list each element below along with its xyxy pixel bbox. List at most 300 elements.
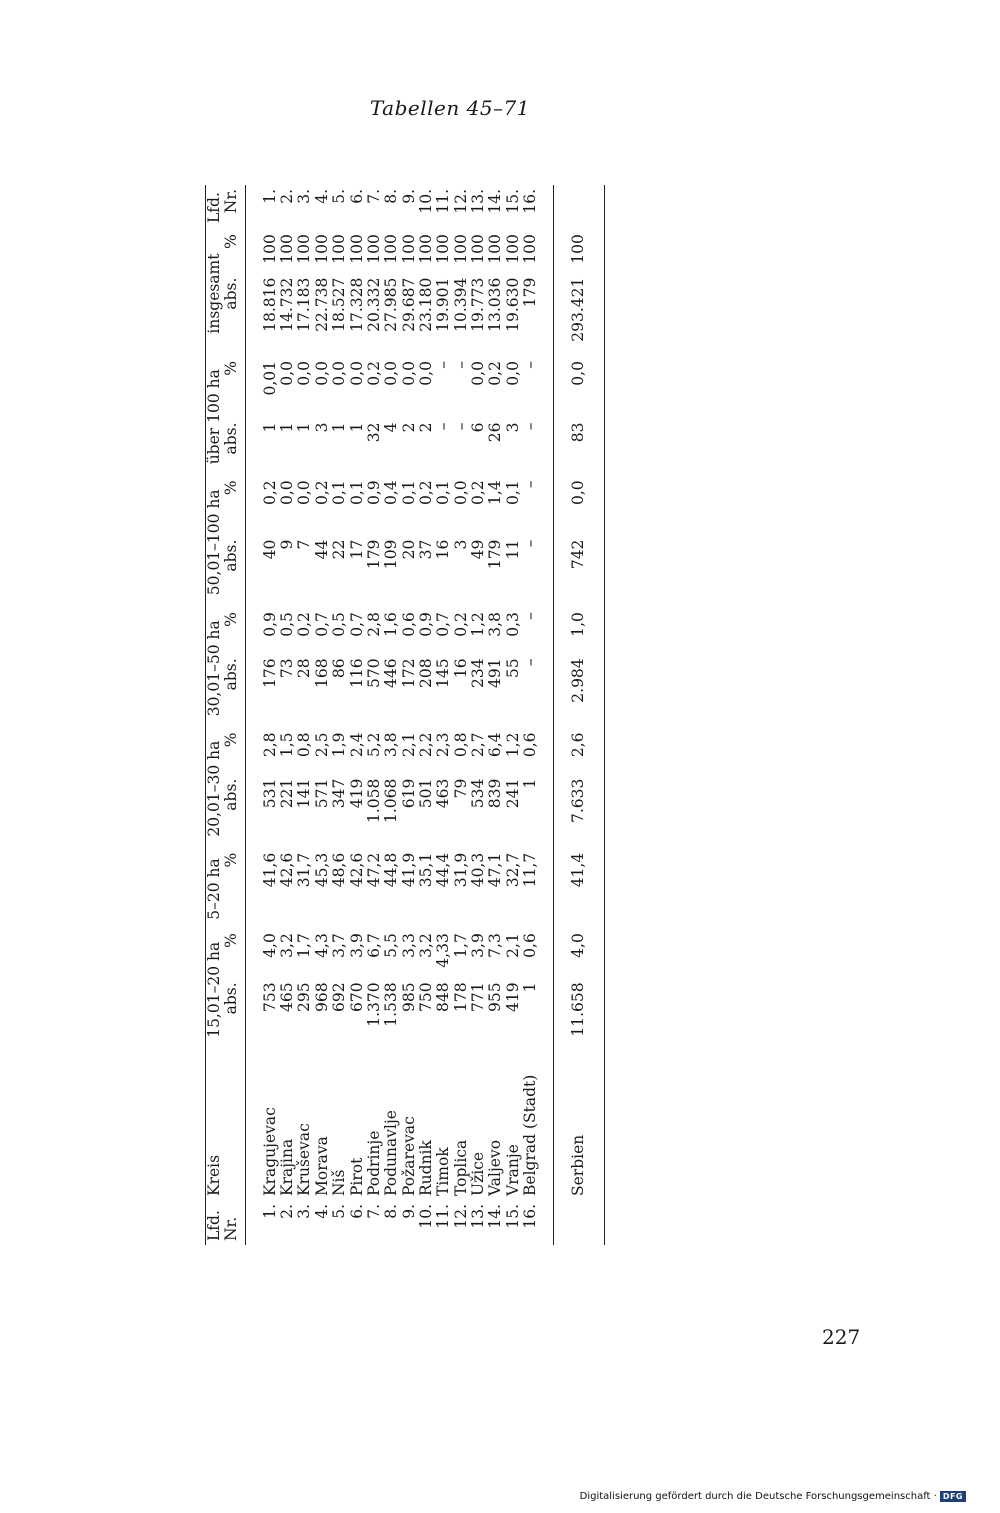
table-row (245, 185, 279, 1245)
total-a1: 11.658 (554, 978, 604, 1050)
cell-p2: 42,6 (347, 852, 366, 888)
sub-header-pct: % (223, 929, 245, 978)
cell-a1: 295 (295, 982, 314, 1012)
sub-header-abs: abs. (223, 654, 245, 728)
cell-nr: 14. (486, 1204, 505, 1229)
cell-a5: 7 (295, 539, 314, 550)
cell-a4: 446 (382, 658, 401, 688)
sub-header-pct: % (223, 476, 245, 535)
header-15-20ha: 15,01–20 ha (206, 929, 224, 1050)
header-insgesamt: insgesamt (206, 230, 224, 357)
cell-p5: 0,1 (434, 480, 453, 506)
cell-p3: 2,1 (399, 732, 418, 758)
cell-a3: 463 (434, 778, 453, 809)
cell-a6: 1 (347, 422, 366, 433)
cell-p3: 2,5 (312, 732, 331, 758)
cell-nr: 2. (278, 1204, 297, 1219)
cell-nr2: 2. (278, 189, 297, 204)
cell-p5: 0,1 (347, 480, 366, 506)
cell-p5: – (521, 480, 540, 489)
cell-p3: 2,3 (434, 732, 453, 758)
cell-nr2: 1. (260, 189, 279, 204)
cell-p1: 4,3 (312, 933, 331, 958)
cell-p3: 0,6 (521, 732, 540, 758)
header-5-20ha: 5–20 ha (206, 849, 224, 929)
cell-p6: 0,0 (347, 361, 366, 386)
page-number: 227 (822, 1325, 861, 1349)
cell-p5: 0,2 (260, 480, 279, 506)
sub-header-pct: % (223, 728, 245, 774)
header-kreis: Kreis (206, 1050, 224, 1200)
table-row (314, 185, 331, 1245)
header-30-50ha: 30,01–50 ha (206, 608, 224, 728)
cell-a7: 19.630 (503, 277, 522, 332)
cell-a5: 40 (260, 539, 279, 560)
cell-nr: 13. (469, 1204, 488, 1229)
cell-nr: 16. (521, 1204, 540, 1229)
cell-p6: 0,2 (486, 361, 505, 386)
sub-header-pct: % (223, 230, 245, 274)
cell-a6: 1 (330, 422, 349, 433)
header-50-100ha: 50,01–100 ha (206, 476, 224, 608)
cell-a5: 49 (469, 539, 488, 560)
total-a6: 83 (554, 419, 604, 477)
cell-nr2: 5. (330, 189, 349, 204)
cell-nr2: 16. (521, 189, 540, 214)
cell-p3: 2,7 (469, 732, 488, 758)
cell-p7: 100 (364, 234, 383, 264)
cell-p3: 2,8 (260, 732, 279, 758)
cell-p1: 1,7 (295, 933, 314, 958)
cell-a6: 2 (416, 422, 435, 433)
cell-a4: 73 (278, 658, 297, 679)
cell-p4: 0,5 (278, 612, 297, 637)
cell-p1: 2,1 (503, 933, 522, 958)
sub-header-row (223, 185, 245, 1245)
cell-nr: 8. (382, 1204, 401, 1219)
total-a7: 293.421 (554, 274, 604, 357)
total-p3: 2,6 (554, 728, 604, 774)
cell-a3: 419 (347, 778, 366, 809)
cell-p7: 100 (312, 234, 331, 264)
cell-kreis: Valjevo (486, 1139, 505, 1196)
cell-a7: 27.985 (382, 277, 401, 332)
cell-p2: 40,3 (469, 852, 488, 888)
cell-nr2: 15. (503, 189, 522, 214)
cell-p4: 0,9 (260, 612, 279, 637)
cell-p3: 0,8 (295, 732, 314, 758)
cell-a1: 1 (521, 982, 540, 993)
cell-nr2: 11. (434, 189, 453, 214)
cell-p5: 0,0 (451, 480, 470, 506)
cell-a1: 692 (330, 982, 349, 1012)
cell-kreis: Užice (469, 1151, 488, 1196)
cell-a7: 22.738 (312, 277, 331, 332)
table-row (453, 185, 470, 1245)
cell-nr2: 6. (347, 189, 366, 204)
cell-nr: 5. (330, 1204, 349, 1219)
cell-p1: 7,3 (486, 933, 505, 958)
cell-a6: – (434, 422, 453, 431)
cell-a7: 10.394 (451, 277, 470, 332)
cell-kreis: Niš (330, 1169, 349, 1196)
table-row (349, 185, 366, 1245)
cell-a3: 839 (486, 778, 505, 809)
cell-a3: 1.068 (382, 778, 401, 824)
cell-nr: 10. (416, 1204, 435, 1229)
table-row (487, 185, 504, 1245)
cell-p2: 47,2 (364, 852, 383, 888)
cell-a7: 19.773 (469, 277, 488, 332)
cell-p4: 1,2 (469, 612, 488, 637)
cell-p6: 0,0 (278, 361, 297, 386)
cell-a1: 985 (399, 982, 418, 1012)
cell-p2: 41,6 (260, 852, 279, 888)
cell-kreis: Kruševac (295, 1123, 314, 1196)
cell-nr2: 10. (416, 189, 435, 214)
cell-a7: 29.687 (399, 277, 418, 332)
cell-a3: 241 (503, 778, 522, 809)
cell-p7: 100 (382, 234, 401, 264)
cell-kreis: Toplica (451, 1139, 470, 1196)
sub-header-abs: abs. (223, 536, 245, 609)
cell-a6: 26 (486, 422, 505, 443)
cell-a4: 86 (330, 658, 349, 679)
table-row (418, 185, 435, 1245)
cell-a5: 22 (330, 539, 349, 560)
cell-p1: 3,7 (330, 933, 349, 958)
cell-p2: 47,1 (486, 852, 505, 888)
cell-a6: 3 (503, 422, 522, 433)
total-p1: 4,0 (554, 929, 604, 978)
cell-p4: 0,2 (295, 612, 314, 637)
cell-p3: 2,2 (416, 732, 435, 758)
cell-p4: 1,6 (382, 612, 401, 637)
cell-p2: 44,8 (382, 852, 401, 888)
cell-nr2: 3. (295, 189, 314, 204)
cell-a7: 18.816 (260, 277, 279, 332)
cell-p3: 0,8 (451, 732, 470, 758)
cell-p2: 31,7 (295, 852, 314, 888)
cell-p7: 100 (295, 234, 314, 264)
table-row (279, 185, 296, 1245)
cell-p6: 0,0 (416, 361, 435, 386)
cell-a4: 234 (469, 658, 488, 688)
cell-a6: 4 (382, 422, 401, 433)
data-table (205, 185, 605, 1245)
cell-p6: 0,2 (364, 361, 383, 386)
table-row (383, 185, 400, 1245)
group-header-row (206, 185, 224, 1245)
table-row (522, 185, 554, 1245)
cell-a5: 17 (347, 539, 366, 560)
cell-p5: 0,4 (382, 480, 401, 506)
cell-a7: 20.332 (364, 277, 383, 332)
cell-p4: 0,7 (347, 612, 366, 637)
cell-a5: 109 (382, 539, 401, 570)
cell-a1: 670 (347, 982, 366, 1012)
cell-p6: – (434, 361, 453, 369)
cell-p4: 0,7 (434, 612, 453, 637)
cell-a6: 32 (364, 422, 383, 443)
cell-a3: 531 (260, 778, 279, 809)
total-p6: 0,0 (554, 357, 604, 418)
total-p5: 0,0 (554, 476, 604, 535)
cell-p3: 1,9 (330, 732, 349, 758)
cell-nr: 7. (364, 1204, 383, 1219)
cell-a3: 534 (469, 778, 488, 809)
cell-a7: 23.180 (416, 277, 435, 332)
cell-p4: 0,3 (503, 612, 522, 637)
cell-kreis: Podrinje (364, 1130, 383, 1196)
cell-a5: 44 (312, 539, 331, 560)
cell-p6: 0,0 (399, 361, 418, 386)
total-a4: 2.984 (554, 654, 604, 728)
cell-a4: 28 (295, 658, 314, 679)
cell-a3: 571 (312, 778, 331, 809)
cell-a5: 11 (503, 539, 522, 560)
cell-a3: 1.058 (364, 778, 383, 824)
cell-a7: 13.036 (486, 277, 505, 332)
cell-p7: 100 (469, 234, 488, 264)
footer-text: Digitalisierung gefördert durch die Deutsche Forschungsgemeinschaft · (579, 1491, 937, 1502)
cell-a3: 619 (399, 778, 418, 809)
cell-a1: 750 (416, 982, 435, 1012)
cell-p7: 100 (347, 234, 366, 264)
sub-header-pct: % (223, 357, 245, 418)
cell-p2: 41,9 (399, 852, 418, 888)
cell-p4: 3,8 (486, 612, 505, 637)
cell-p6: 0,0 (382, 361, 401, 386)
cell-a3: 1 (521, 778, 540, 789)
cell-p3: 1,2 (503, 732, 522, 758)
header-20-30ha: 20,01–30 ha (206, 728, 224, 848)
sub-header-abs: abs. (223, 274, 245, 357)
cell-a5: 37 (416, 539, 435, 560)
cell-a1: 1.370 (364, 982, 383, 1027)
cell-a4: 55 (503, 658, 522, 679)
cell-a1: 771 (469, 982, 488, 1012)
sub-header-blank (223, 1050, 245, 1200)
cell-nr: 12. (451, 1204, 470, 1229)
cell-p3: 1,5 (278, 732, 297, 758)
cell-a6: 1 (278, 422, 297, 433)
cell-p2: 48,6 (330, 852, 349, 888)
cell-p4: 0,9 (416, 612, 435, 637)
total-p4: 1,0 (554, 608, 604, 654)
table-row (505, 185, 522, 1245)
cell-a5: 179 (486, 539, 505, 570)
table-row (366, 185, 383, 1245)
cell-nr: 3. (295, 1204, 314, 1219)
cell-nr2: 14. (486, 189, 505, 214)
cell-p1: 3,9 (347, 933, 366, 958)
cell-p5: 0,0 (295, 480, 314, 506)
cell-p5: 0,2 (416, 480, 435, 506)
cell-a1: 1.538 (382, 982, 401, 1027)
cell-a1: 848 (434, 982, 453, 1012)
cell-kreis: Krajina (278, 1138, 297, 1196)
total-kreis: Serbien (554, 1050, 604, 1200)
cell-a4: 172 (399, 658, 418, 688)
header-lfd: Lfd. (206, 1200, 224, 1245)
cell-p1: 3,2 (278, 933, 297, 958)
cell-a4: 116 (347, 658, 366, 688)
total-nr (554, 1200, 604, 1245)
cell-p6: – (451, 361, 470, 369)
cell-a4: 208 (416, 658, 435, 688)
cell-p1: 4,33 (434, 933, 453, 968)
cell-nr2: 9. (399, 189, 418, 204)
cell-nr: 15. (503, 1204, 522, 1229)
cell-a4: 16 (451, 658, 470, 679)
cell-a5: 9 (278, 539, 297, 550)
cell-a3: 141 (295, 778, 314, 809)
total-nr-right (554, 185, 604, 230)
cell-p7: 100 (399, 234, 418, 264)
cell-a3: 79 (451, 778, 470, 799)
sub-header-abs: abs. (223, 978, 245, 1050)
cell-p2: 42,6 (278, 852, 297, 888)
cell-p5: 0,2 (469, 480, 488, 506)
cell-a6: 1 (260, 422, 279, 433)
cell-kreis: Timok (434, 1147, 453, 1196)
cell-p3: 6,4 (486, 732, 505, 758)
cell-a4: 570 (364, 658, 383, 688)
cell-a3: 347 (330, 778, 349, 809)
cell-p6: – (521, 361, 540, 369)
cell-p3: 2,4 (347, 732, 366, 758)
cell-kreis: Vranje (503, 1144, 522, 1196)
cell-nr: 11. (434, 1204, 453, 1229)
sub-header-abs: abs. (223, 419, 245, 477)
sub-header-pct: % (223, 849, 245, 929)
cell-kreis: Belgrad (Stadt) (521, 1074, 540, 1196)
cell-nr2: 8. (382, 189, 401, 204)
cell-p4: 0,5 (330, 612, 349, 637)
rotated-table-container (205, 185, 735, 1245)
cell-a7: 18.527 (330, 277, 349, 332)
cell-p5: 0,2 (312, 480, 331, 506)
cell-p5: 0,1 (399, 480, 418, 506)
table-row (435, 185, 452, 1245)
cell-a7: 179 (521, 277, 540, 308)
cell-a7: 17.328 (347, 277, 366, 332)
cell-p6: 0,0 (503, 361, 522, 386)
cell-p7: 100 (434, 234, 453, 264)
cell-p1: 4,0 (260, 933, 279, 958)
total-p2: 41,4 (554, 849, 604, 929)
cell-a1: 178 (451, 982, 470, 1012)
cell-a1: 955 (486, 982, 505, 1012)
cell-p4: 0,2 (451, 612, 470, 637)
cell-p7: 100 (260, 234, 279, 264)
cell-p2: 11,7 (521, 852, 540, 888)
cell-kreis: Požarevac (399, 1116, 418, 1196)
cell-p1: 1,7 (451, 933, 470, 958)
total-p7: 100 (554, 230, 604, 274)
cell-p3: 3,8 (382, 732, 401, 758)
cell-p2: 31,9 (451, 852, 470, 888)
cell-kreis: Pirot (347, 1157, 366, 1196)
cell-p1: 6,7 (364, 933, 383, 958)
cell-p1: 3,9 (469, 933, 488, 958)
cell-p7: 100 (330, 234, 349, 264)
cell-p2: 44,4 (434, 852, 453, 888)
cell-p4: 0,7 (312, 612, 331, 637)
dfg-logo: DFG (940, 1491, 966, 1502)
cell-p5: 0,0 (278, 480, 297, 506)
sub-header-nr: Nr. (223, 1200, 245, 1245)
cell-a5: 20 (399, 539, 418, 560)
cell-a6: 1 (295, 422, 314, 433)
cell-p6: 0,0 (295, 361, 314, 386)
table-row (470, 185, 487, 1245)
cell-p7: 100 (486, 234, 505, 264)
cell-a6: – (451, 422, 470, 431)
table-row (296, 185, 313, 1245)
cell-p5: 0,1 (503, 480, 522, 506)
cell-a4: 176 (260, 658, 279, 688)
cell-a4: 491 (486, 658, 505, 688)
total-row (554, 185, 604, 1245)
footer-credit (580, 1491, 966, 1502)
sub-header-nr-right: Nr. (223, 185, 245, 230)
cell-p1: 3,2 (416, 933, 435, 958)
cell-p2: 45,3 (312, 852, 331, 888)
cell-nr2: 7. (364, 189, 383, 204)
cell-p5: 0,1 (330, 480, 349, 506)
cell-p7: 100 (416, 234, 435, 264)
cell-nr: 6. (347, 1204, 366, 1219)
cell-a5: – (521, 539, 540, 548)
cell-p5: 1,4 (486, 480, 505, 506)
cell-a7: 14.732 (278, 277, 297, 332)
cell-nr: 1. (260, 1204, 279, 1219)
cell-p2: 32,7 (503, 852, 522, 888)
cell-a6: – (521, 422, 540, 431)
sub-header-pct: % (223, 608, 245, 654)
table-row (331, 185, 348, 1245)
cell-p1: 5,5 (382, 933, 401, 958)
cell-a1: 968 (312, 982, 331, 1012)
cell-kreis: Podunavlje (382, 1110, 401, 1196)
cell-p4: 0,6 (399, 612, 418, 637)
cell-nr2: 12. (451, 189, 470, 214)
cell-p7: 100 (521, 234, 540, 264)
cell-a3: 221 (278, 778, 297, 809)
cell-nr: 9. (399, 1204, 418, 1219)
cell-a1: 753 (260, 982, 279, 1012)
cell-a5: 16 (434, 539, 453, 560)
cell-a4: 168 (312, 658, 331, 688)
total-a5: 742 (554, 536, 604, 609)
cell-kreis: Rudnik (416, 1140, 435, 1196)
cell-a4: 145 (434, 658, 453, 688)
cell-p6: 0,0 (330, 361, 349, 386)
cell-nr: 4. (312, 1204, 331, 1219)
cell-a3: 501 (416, 778, 435, 809)
cell-p1: 0,6 (521, 933, 540, 958)
cell-p6: 0,0 (312, 361, 331, 386)
table-body (245, 185, 554, 1245)
cell-kreis: Morava (312, 1136, 331, 1196)
cell-nr2: 13. (469, 189, 488, 214)
cell-p5: 0,9 (364, 480, 383, 506)
cell-kreis: Kragujevac (260, 1107, 279, 1196)
cell-a7: 19.901 (434, 277, 453, 332)
cell-p3: 5,2 (364, 732, 383, 758)
